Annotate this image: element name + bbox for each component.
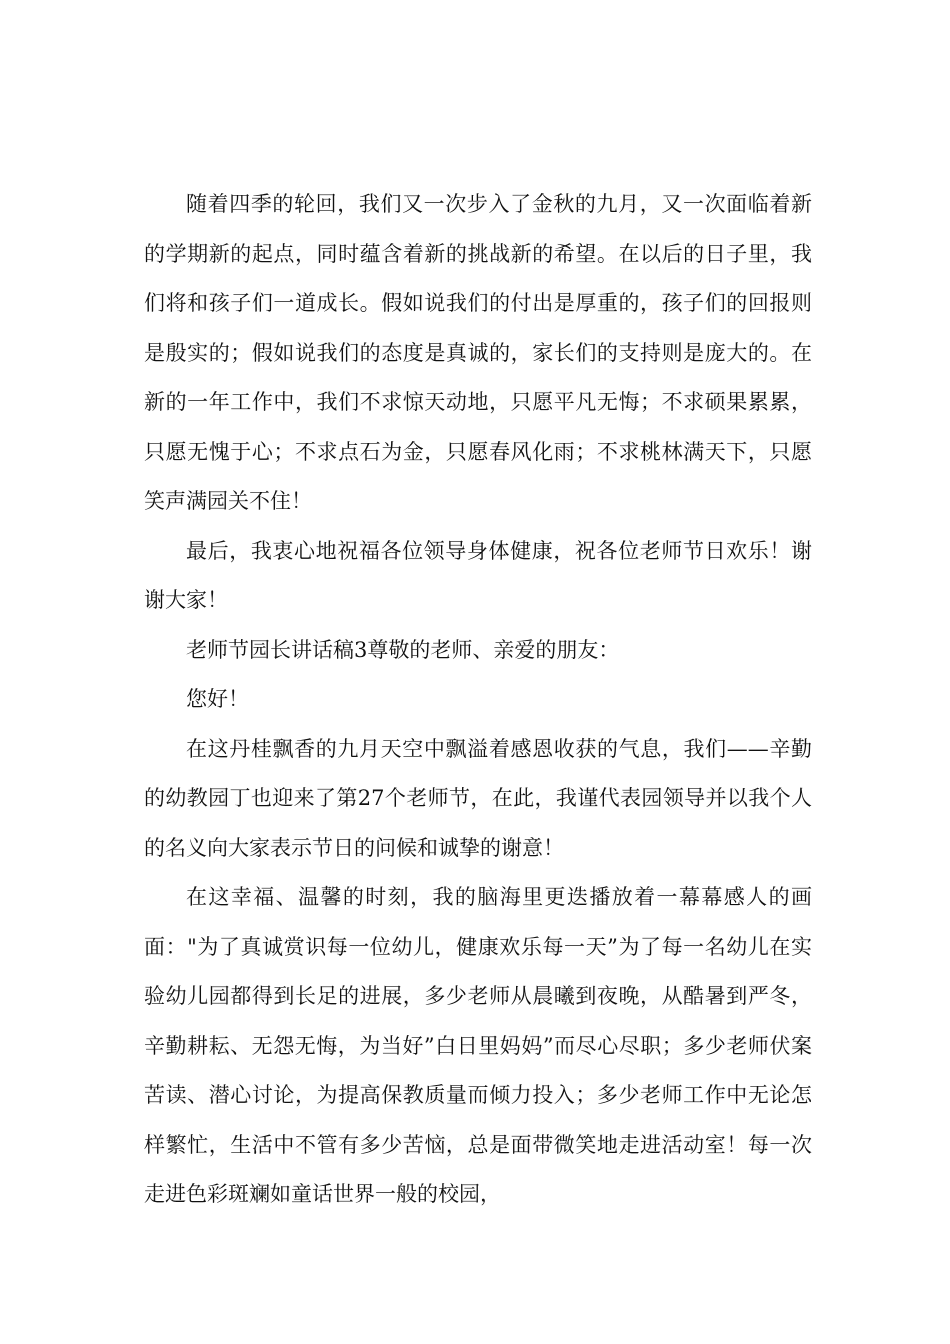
paragraph-4: 您好！ — [186, 687, 249, 711]
paragraph-1: 随着四季的轮回，我们又一次步入了金秋的九月，又一次面临着新的学期新的起点，同时蕴含着新的挑战新的希望。在以后的日子里，我们将和孩子们一道成长。假如说我们的付出是厚重的，孩子们的回报则是殷实的；假如说我们的态度是真诚的，家长们的支持则是庞大的。在新的一年工作中，我们不求惊天动地，只愿平凡无悔；不求硕果累累，只愿无愧于心；不求点石为金，只愿春风化雨；不求桃林满天下，只愿笑声满园关不住！ — [144, 192, 812, 513]
paragraph-6: 在这幸福、温馨的时刻，我的脑海里更迭播放着一幕幕感人的画面："为了真诚赏识每一位幼儿，健康欢乐每一天”为了每一名幼儿在实验幼儿园都得到长足的进展，多少老师从晨曦到夜晚，从酷暑到严冬，辛勤耕耘、无怨无悔，为当好”白日里妈妈”而尽心尽职；多少老师伏案苦读、潜心讨论，为提高保教质量而倾力投入；多少老师工作中无论怎样繁忙，生活中不管有多少苦恼，总是面带微笑地走进活动室！每一次走进色彩斑斓如童话世界一般的校园， — [144, 885, 812, 1206]
paragraph-5: 在这丹桂飘香的九月天空中飘溢着感恩收获的气息，我们——辛勤的幼教园丁也迎来了第27个老师节，在此，我谨代表园领导并以我个人的名义向大家表示节日的问候和诚挚的谢意！ — [144, 736, 812, 860]
paragraph-2: 最后，我衷心地祝福各位领导身体健康，祝各位老师节日欢乐！谢谢大家！ — [144, 538, 812, 612]
document-body — [144, 180, 812, 1220]
paragraph-3: 老师节园长讲话稿3尊敬的老师、亲爱的朋友： — [186, 637, 620, 662]
